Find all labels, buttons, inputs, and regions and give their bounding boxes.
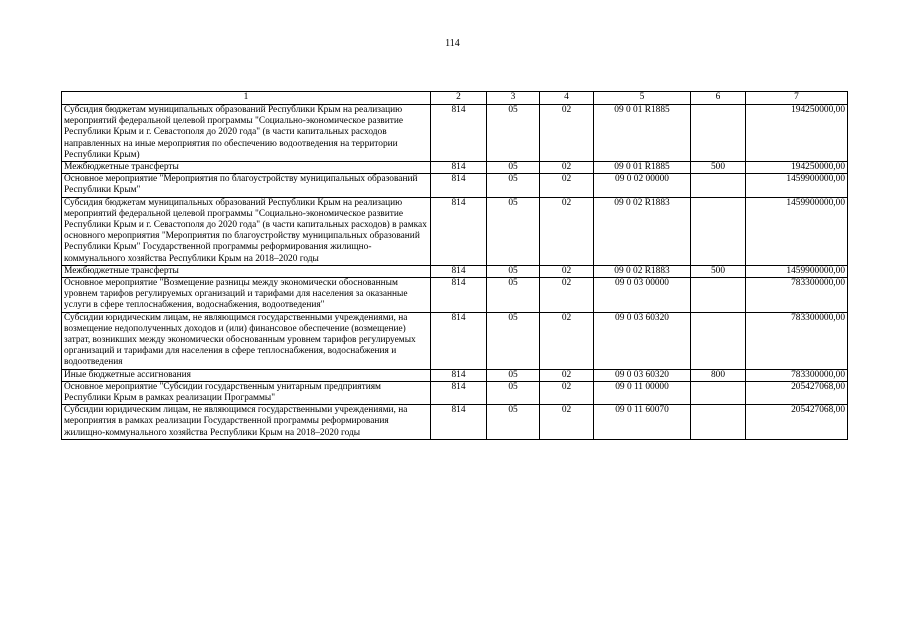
row-amount: 1459900000,00 [746, 197, 848, 265]
row-subsection: 02 [540, 312, 594, 369]
table-row [62, 312, 848, 369]
header-cell: 1 [62, 92, 431, 105]
row-target-article: 09 0 03 60320 [594, 312, 691, 369]
row-name: Основное мероприятие "Субсидии государственным унитарным предприятиям Республики Крым в рамках реализации Программы" [62, 381, 431, 404]
row-target-article: 09 0 03 00000 [594, 278, 691, 313]
row-ministry-code: 814 [431, 105, 487, 162]
row-subsection: 02 [540, 405, 594, 440]
header-cell: 5 [594, 92, 691, 105]
row-ministry-code: 814 [431, 381, 487, 404]
row-section: 05 [487, 312, 540, 369]
row-section: 05 [487, 174, 540, 197]
table-row [62, 265, 848, 277]
row-target-article: 09 0 02 R1883 [594, 265, 691, 277]
row-name: Иные бюджетные ассигнования [62, 369, 431, 381]
row-section: 05 [487, 105, 540, 162]
row-name: Субсидия бюджетам муниципальных образований Республики Крым на реализацию мероприятий федеральной целевой программы "Социально-экономическое развитие Республики Крым и г. Севастополя до 2020 года" (в части капитальных расходов) в рамках основного мероприятия "Мероприятия по благоустройству муниципальных образований Республики Крым" Государственной программы реформирования жилищно-коммунального хозяйства Республики Крым на 2018–2020 годы [62, 197, 431, 265]
row-expense-type [691, 405, 746, 440]
row-section: 05 [487, 381, 540, 404]
row-amount: 205427068,00 [746, 381, 848, 404]
row-amount: 783300000,00 [746, 278, 848, 313]
row-target-article: 09 0 02 R1883 [594, 197, 691, 265]
row-section: 05 [487, 369, 540, 381]
row-ministry-code: 814 [431, 405, 487, 440]
row-section: 05 [487, 197, 540, 265]
row-subsection: 02 [540, 162, 594, 174]
row-target-article: 09 0 11 60070 [594, 405, 691, 440]
header-cell: 7 [746, 92, 848, 105]
row-section: 05 [487, 278, 540, 313]
row-target-article: 09 0 01 R1885 [594, 162, 691, 174]
row-expense-type [691, 278, 746, 313]
row-name: Межбюджетные трансферты [62, 162, 431, 174]
row-name: Субсидия бюджетам муниципальных образований Республики Крым на реализацию мероприятий федеральной целевой программы "Социально-экономическое развитие Республики Крым и г. Севастополя до 2020 года" (в части капитальных расходов направленных на иные мероприятия по обеспечению водоотведения на территории Республики Крым) [62, 105, 431, 162]
row-expense-type [691, 174, 746, 197]
row-target-article: 09 0 11 00000 [594, 381, 691, 404]
table-header-row [62, 92, 848, 105]
row-subsection: 02 [540, 105, 594, 162]
row-subsection: 02 [540, 174, 594, 197]
row-name: Основное мероприятие "Возмещение разницы между экономически обоснованным уровнем тарифов регулируемых организаций и тарифами для населения за оказанные услуги в сфере теплоснабжения, водоснабжения, водоотведения" [62, 278, 431, 313]
page-number: 114 [445, 38, 460, 49]
table-row [62, 381, 848, 404]
row-name: Субсидии юридическим лицам, не являющимся государственными учреждениями, на возмещение недополученных доходов и (или) финансовое обеспечение (возмещение) затрат, возникших между экономически обоснованным уровнем тарифов регулируемых организаций и тарифами для населения в сфере теплоснабжения, водоснабжения и водоотведения [62, 312, 431, 369]
row-section: 05 [487, 162, 540, 174]
row-expense-type [691, 381, 746, 404]
table-row [62, 197, 848, 265]
row-amount: 205427068,00 [746, 405, 848, 440]
row-expense-type: 500 [691, 265, 746, 277]
row-target-article: 09 0 01 R1885 [594, 105, 691, 162]
table-row [62, 105, 848, 162]
row-amount: 1459900000,00 [746, 265, 848, 277]
table-row [62, 174, 848, 197]
row-ministry-code: 814 [431, 312, 487, 369]
header-cell: 2 [431, 92, 487, 105]
row-amount: 1459900000,00 [746, 174, 848, 197]
row-ministry-code: 814 [431, 174, 487, 197]
row-amount: 194250000,00 [746, 105, 848, 162]
row-amount: 783300000,00 [746, 312, 848, 369]
table-row [62, 278, 848, 313]
row-expense-type [691, 312, 746, 369]
header-cell: 4 [540, 92, 594, 105]
row-subsection: 02 [540, 278, 594, 313]
row-ministry-code: 814 [431, 278, 487, 313]
header-cell: 6 [691, 92, 746, 105]
row-target-article: 09 0 02 00000 [594, 174, 691, 197]
header-cell: 3 [487, 92, 540, 105]
row-expense-type [691, 197, 746, 265]
row-section: 05 [487, 265, 540, 277]
row-target-article: 09 0 03 60320 [594, 369, 691, 381]
row-ministry-code: 814 [431, 369, 487, 381]
row-ministry-code: 814 [431, 197, 487, 265]
row-section: 05 [487, 405, 540, 440]
row-subsection: 02 [540, 197, 594, 265]
row-subsection: 02 [540, 381, 594, 404]
row-ministry-code: 814 [431, 265, 487, 277]
row-expense-type: 500 [691, 162, 746, 174]
row-ministry-code: 814 [431, 162, 487, 174]
row-expense-type [691, 105, 746, 162]
row-name: Основное мероприятие "Мероприятия по благоустройству муниципальных образований Республики Крым" [62, 174, 431, 197]
row-name: Межбюджетные трансферты [62, 265, 431, 277]
table-row [62, 369, 848, 381]
table-row [62, 405, 848, 440]
budget-table [61, 91, 848, 440]
row-subsection: 02 [540, 369, 594, 381]
row-amount: 194250000,00 [746, 162, 848, 174]
row-subsection: 02 [540, 265, 594, 277]
row-amount: 783300000,00 [746, 369, 848, 381]
row-name: Субсидии юридическим лицам, не являющимся государственными учреждениями, на мероприятия в рамках реализации Государственной программы реформирования жилищно-коммунального хозяйства Республики Крым на 2018–2020 годы [62, 405, 431, 440]
row-expense-type: 800 [691, 369, 746, 381]
table-row [62, 162, 848, 174]
